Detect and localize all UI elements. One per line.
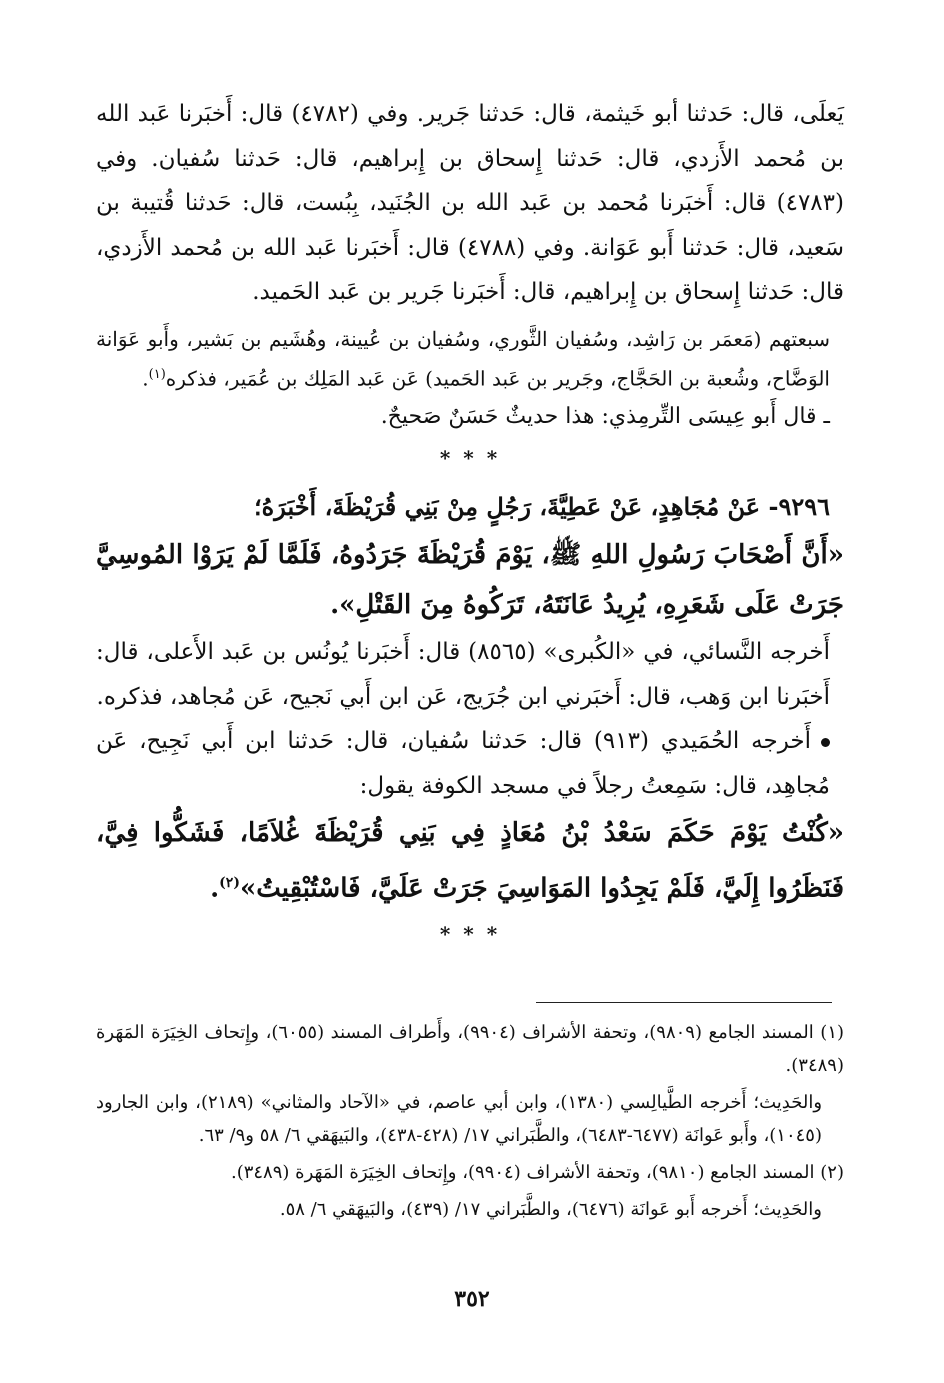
footnote-separator	[536, 1002, 832, 1003]
hadith-heading: ٩٢٩٦- عَنْ مُجَاهِدٍ، عَنْ عَطِيَّةَ، رَجُلٍ مِنْ بَنِي قُرَيْظَةَ، أَخْبَرَهُ؛	[254, 492, 830, 522]
hadith-matn: «أَنَّ أَصْحَابَ رَسُولِ اللهِ ﷺ، يَوْمَ قُرَيْظَةَ جَرَدُوهُ، فَلَمَّا لَمْ يَرَوْا المُوسِيَّ جَرَتْ عَلَى شَعَرِهِ، يُرِيدُ عَانَتَهُ، تَرَكُوهُ مِنَ القَتْلِ».	[96, 540, 844, 621]
section-divider-2: * * *	[439, 921, 501, 946]
hadith-matn-2: «كُنْتُ يَوْمَ حَكَمَ سَعْدُ بْنُ مُعَاذٍ فِي بَنِي قُرَيْظَةَ غُلاَمًا، فَشَكُّوا فِيَّ، فَنَظَرُوا إِلَيَّ، فَلَمْ يَجِدُوا المَوَاسِيَ جَرَتْ عَلَيَّ، فَاسْتُبْقِيتُ»$^{(٢)}$.	[96, 818, 845, 904]
summary-text: سبعتهم (مَعمَر بن رَاشِد، وسُفيان الثَّوري، وسُفيان بن عُيينة، وهُشَيم بن بَشير، وأَبو عَوَانة الوَضَّاح، وشُعبة بن الحَجَّاج، وجَرير بن عَبد الحَميد) عَن عَبد المَلِك بن عُمَير، فذكره	[96, 326, 830, 391]
main-text	[96, 92, 844, 954]
section-divider: * * *	[439, 446, 501, 471]
tirmidhi-verdict: ـ قال أَبو عِيسَى التِّرمِذي: هذا حديثٌ حَسَنٌ صَحيحٌ.	[380, 404, 830, 430]
footnote-1-sources: (١) المسند الجامع (٩٨٠٩)، وتحفة الأشراف (٩٩٠٤)، وأَطراف المسند (٦٠٥٥)، وإِتحاف الخِيَرَة المَهَرة (٣٤٨٩).	[96, 1022, 845, 1076]
takhrij-humaydi-text: أَخرجه الحُمَيدي (٩١٣) قال: حَدثنا سُفيان، قال: حَدثنا ابن أَبي نَجِيح، عَن مُجاهِد، قال: سَمِعتُ رجلاً في مسجد الكوفة يقول:	[96, 728, 830, 799]
takhrij-nasai: أَخرجه النَّسائي، في «الكُبرى» (٨٥٦٥) قال: أَخبَرنا يُونُس بن عَبد الأَعلى، قال: أَخبَرنا ابن وَهب، قال: أَخبَرني ابن جُرَيج، عَن ابن أَبي نَجيح، عَن مُجاهد، فذكره.	[96, 639, 830, 710]
bullet-icon	[821, 738, 830, 747]
footnote-2-hadith: والحَدِيث؛ أَخرجه أَبو عَوانَة (٦٤٧٦)، والطَّبَراني ١٧/ (٤٣٩)، والبَيهَقي ٦/ ٥٨.	[279, 1199, 822, 1220]
footnote-ref-2: (٢)	[219, 875, 240, 892]
footnote-1-hadith: والحَدِيث؛ أَخرجه الطَّيالِسي (١٣٨٠)، وابن أبي عاصم، في «الآحاد والمثاني» (٢١٨٩)، وابن الجارود (١٠٤٥)، وأَبو عَوانَة (٦٤٧٧-٦٤٨٣)، والطَّبَراني ١٧/ (٤٢٨-٤٣٨)، والبَيهَقي ٦/ ٥٨ و٩/ ٦٣.	[96, 1092, 823, 1146]
paragraph-isnad: يَعلَى، قال: حَدثنا أبو خَيثمة، قال: حَدثنا جَرير. وفي (٤٧٨٢) قال: أَخبَرنا عَبد الله بن مُحمد الأَزدي، قال: حَدثنا إِسحاق بن إِبراهيم، قال: حَدثنا سُفيان. وفي (٤٧٨٣) قال: أَخبَرنا مُحمد بن عَبد الله بن الجُنَيد، بِبُست، قال: حَدثنا قُتيبة بن سَعيد، قال: حَدثنا أَبو عَوَانة. وفي (٤٧٨٨) قال: أَخبَرنا عَبد الله بن مُحمد الأَزدي، قال: حَدثنا إِسحاق بن إِبراهيم، قال: أَخبَرنا جَرير بن عَبد الحَميد.	[96, 101, 844, 305]
page-number: ٣٥٢	[454, 1286, 490, 1312]
hadith-matn-2-text: «كُنْتُ يَوْمَ حَكَمَ سَعْدُ بْنُ مُعَاذٍ فِي بَنِي قُرَيْظَةَ غُلاَمًا، فَشَكُّوا فِيَّ، فَنَظَرُوا إِلَيَّ، فَلَمْ يَجِدُوا المَوَاسِيَ جَرَتْ عَلَيَّ، فَاسْتُبْقِيتُ»	[96, 818, 845, 904]
takhrij-humaydi	[96, 719, 844, 808]
paragraph-summary: سبعتهم (مَعمَر بن رَاشِد، وسُفيان الثَّوري، وسُفيان بن عُيينة، وهُشَيم بن بَشير، وأَبو عَوَانة الوَضَّاح، وشُعبة بن الحَجَّاج، وجَرير بن عَبد الحَميد) عَن عَبد المَلِك بن عُمَير، فذكره$^{(١)}$.	[96, 326, 830, 391]
footnote-ref-1: (١)	[148, 366, 166, 382]
footnote-2-sources: (٢) المسند الجامع (٩٨١٠)، وتحفة الأشراف (٩٩٠٤)، وإِتحاف الخِيَرَة المَهَرة (٣٤٨٩).	[230, 1162, 844, 1183]
footnotes	[96, 1016, 844, 1230]
